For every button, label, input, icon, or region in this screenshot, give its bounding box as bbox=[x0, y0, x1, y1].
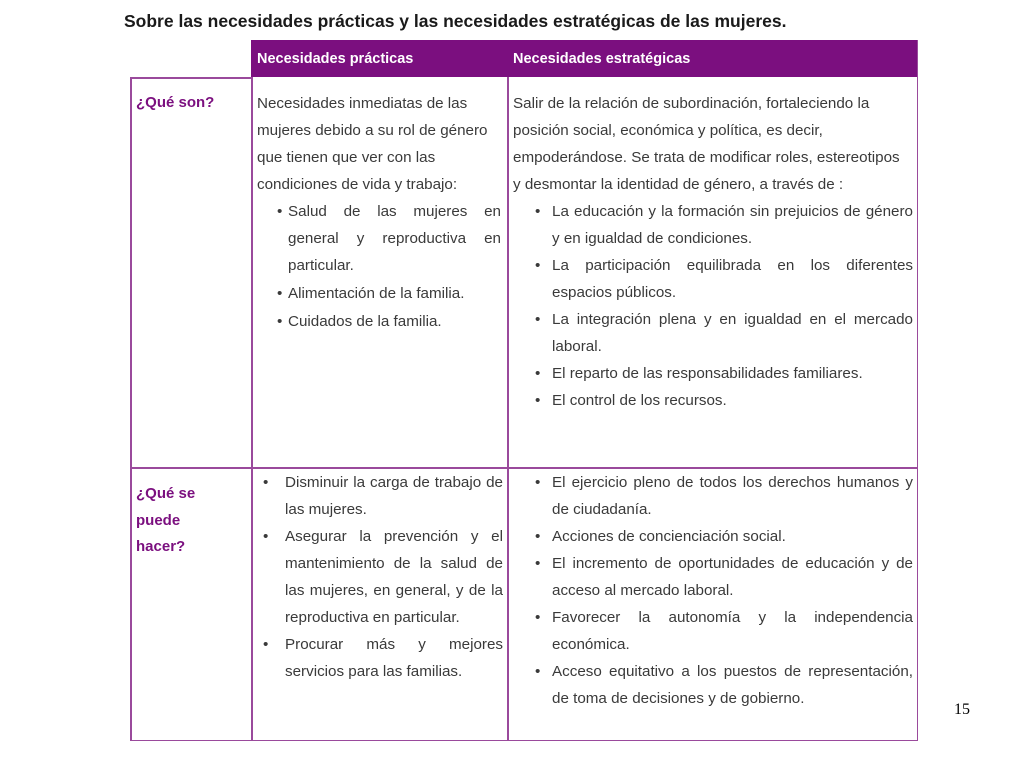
cell-practical-what-can-be-done bbox=[257, 469, 503, 685]
cell-strategic-what-can-be-done bbox=[535, 469, 913, 712]
page-number: 15 bbox=[954, 701, 970, 718]
list-item: • Procurar más y mejores servicios para las familias. bbox=[263, 636, 503, 680]
table-border-bottom bbox=[130, 740, 918, 742]
list-item: • Acceso equitativo a los puestos de representación, de toma de decisiones y de gobierno. bbox=[535, 663, 913, 707]
table-border-right bbox=[917, 40, 919, 741]
row-label-what-can-be-done: ¿Qué se puede hacer? bbox=[136, 485, 196, 555]
list-item: • Disminuir la carga de trabajo de las mujeres. bbox=[263, 474, 503, 518]
practical-intro: Necesidades inmediatas de las mujeres debido a su rol de género que tienen que ver con las condiciones de vida y trabajo: bbox=[257, 95, 488, 193]
page-title: Sobre las necesidades prácticas y las necesidades estratégicas de las mujeres. bbox=[124, 11, 787, 31]
list-item: • La educación y la formación sin prejuicios de género y en igualdad de condiciones. bbox=[535, 203, 913, 247]
needs-table bbox=[130, 40, 918, 741]
row-label-what-are: ¿Qué son? bbox=[136, 94, 215, 111]
cell-strategic-what-are bbox=[513, 90, 913, 414]
list-item: • Salud de las mujeres en general y reproductiva en particular. bbox=[277, 203, 501, 274]
list-item: • El control de los recursos. bbox=[535, 392, 727, 409]
list-item: • La integración plena y en igualdad en el mercado laboral. bbox=[535, 311, 913, 355]
list-item: • Asegurar la prevención y el mantenimiento de la salud de las mujeres, en general, y de la reproductiva en particular. bbox=[263, 528, 503, 626]
header-strategic: Necesidades estratégicas bbox=[513, 51, 691, 67]
strategic-intro: Salir de la relación de subordinación, fortaleciendo la posición social, económica y política, es decir, empoderándose. Se trata de modificar roles, estereotipos y desmontar la identidad de género, a través de : bbox=[513, 95, 900, 193]
table-divider-col1 bbox=[251, 77, 253, 741]
list-item: • La participación equilibrada en los diferentes espacios públicos. bbox=[535, 257, 913, 301]
list-item: • El ejercicio pleno de todos los derechos humanos y de ciudadanía. bbox=[535, 474, 913, 518]
table-border-top-left bbox=[130, 77, 251, 79]
list-item: • Cuidados de la familia. bbox=[277, 313, 442, 330]
table-border-left bbox=[130, 77, 132, 741]
list-item: • Favorecer la autonomía y la independencia económica. bbox=[535, 609, 913, 653]
list-item: • El incremento de oportunidades de educación y de acceso al mercado laboral. bbox=[535, 555, 913, 599]
header-practical: Necesidades prácticas bbox=[257, 51, 414, 67]
list-item: • Alimentación de la familia. bbox=[277, 285, 465, 302]
list-item: • El reparto de las responsabilidades familiares. bbox=[535, 365, 863, 382]
cell-practical-what-are bbox=[257, 90, 501, 335]
list-item: • Acciones de concienciación social. bbox=[535, 528, 786, 545]
table-divider-col2 bbox=[507, 77, 509, 741]
